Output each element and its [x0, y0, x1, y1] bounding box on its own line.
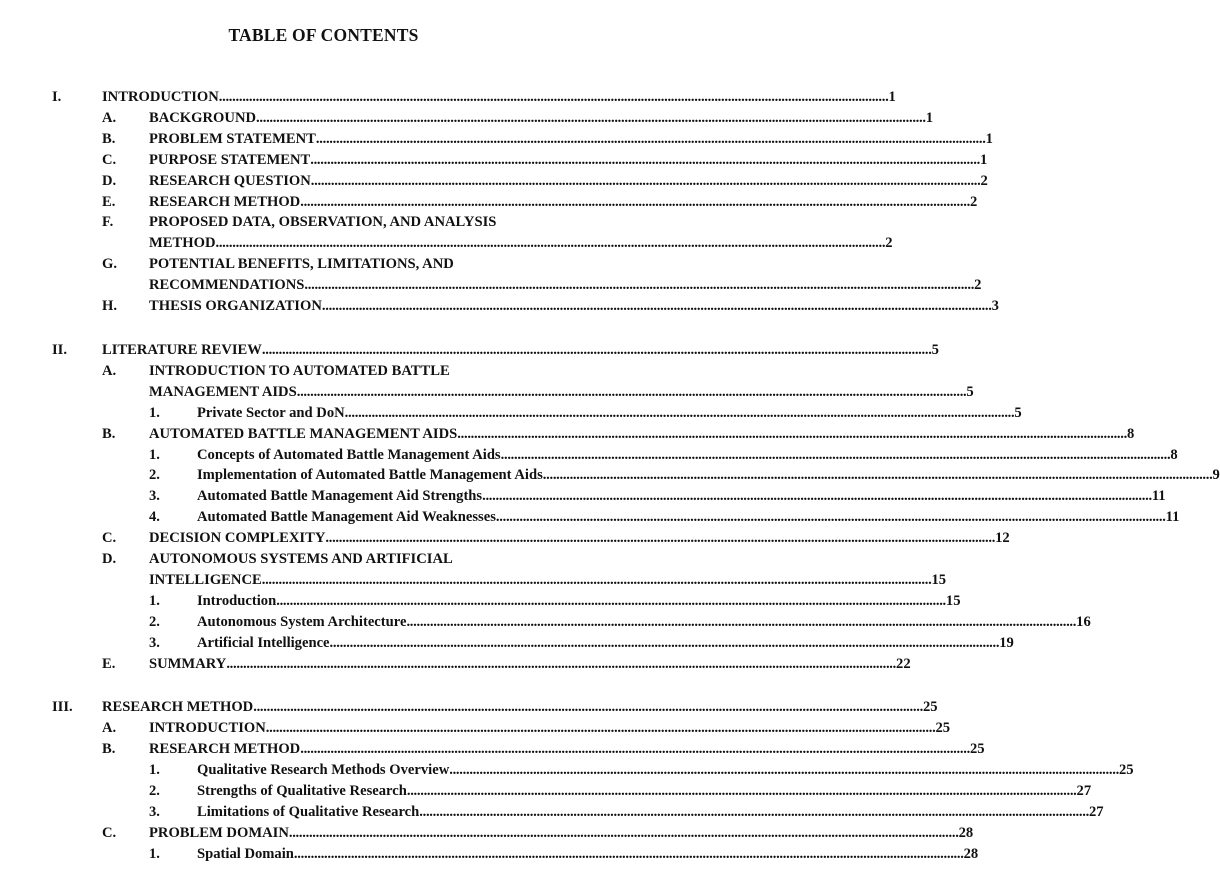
toc-entry-line: [102, 340, 939, 361]
toc-entry-number: 3.: [149, 488, 160, 505]
toc-entry-level-3[interactable]: [0, 781, 1092, 802]
toc-entry-body: [197, 445, 1178, 466]
toc-entry-body: [149, 296, 999, 317]
toc-entry-level-3[interactable]: [0, 612, 1091, 633]
toc-entry-body: [149, 739, 985, 760]
dot-leader: ........................................................................................................................................................................................................: [253, 699, 923, 716]
toc-entry-line: [149, 254, 628, 275]
toc-entry-level-1[interactable]: [0, 87, 896, 108]
toc-entry-title[interactable]: DECISION COMPLEXITY: [149, 530, 326, 547]
toc-entry-body: [197, 403, 1022, 424]
toc-entry-number: 4.: [149, 509, 160, 526]
toc-entry-line: [149, 192, 978, 213]
toc-entry-body: [149, 361, 974, 403]
toc-entry-title[interactable]: RESEARCH METHOD: [102, 699, 254, 716]
toc-entry-body: [149, 823, 974, 844]
toc-entry-level-2[interactable]: [0, 254, 982, 296]
toc-entry-line: [197, 844, 979, 865]
toc-entry-number: H.: [102, 298, 117, 315]
toc-entry-level-2[interactable]: [0, 424, 1135, 445]
toc-entry-line: [149, 382, 974, 403]
dot-leader: ........................................................................................................................................................................................................: [419, 804, 1089, 820]
toc-entry-level-3[interactable]: [0, 465, 1220, 486]
toc-page-number[interactable]: 28: [958, 824, 974, 841]
toc-entry-line: [149, 361, 628, 382]
toc-entry-level-3[interactable]: [0, 486, 1166, 507]
dot-leader: ........................................................................................................................................................................................................: [256, 109, 926, 126]
toc-entry-body: [197, 781, 1092, 802]
toc-entry-title[interactable]: RESEARCH METHOD: [149, 741, 301, 758]
toc-entry-line: [197, 633, 1014, 654]
dot-leader: ........................................................................................................................................................................................................: [495, 509, 1166, 526]
toc-entry-title[interactable]: RECOMMENDATIONS: [149, 277, 305, 294]
toc-entry-body: [197, 486, 1166, 507]
toc-entry-title[interactable]: Implementation of Automated Battle Management Aids: [197, 467, 543, 484]
dot-leader: ........................................................................................................................................................................................................: [276, 592, 946, 609]
toc-entry-line: [149, 275, 982, 296]
toc-entry-title[interactable]: PURPOSE STATEMENT: [149, 151, 311, 168]
toc-entry-number: 1.: [149, 762, 160, 779]
toc-entry-body: [197, 507, 1180, 528]
toc-entry-level-2[interactable]: [0, 192, 978, 213]
toc-entry-line: [197, 760, 1134, 781]
toc-entry-title[interactable]: Autonomous System Architecture: [197, 613, 407, 630]
toc-entry-number: G.: [102, 256, 117, 273]
toc-page-number[interactable]: 9: [1212, 467, 1220, 484]
toc-chapter: [0, 697, 1134, 864]
toc-entry-line: [197, 403, 1022, 424]
toc-entry-line: [149, 171, 988, 192]
toc-entry-title[interactable]: INTRODUCTION: [149, 720, 266, 737]
toc-entry-line: [149, 823, 974, 844]
toc-entry-number: A.: [102, 362, 117, 379]
toc-entry-level-2[interactable]: [0, 129, 993, 150]
toc-entry-line: [149, 718, 951, 739]
toc-entry-level-3[interactable]: [0, 802, 1104, 823]
toc-entry-title[interactable]: AUTOMATED BATTLE MANAGEMENT AIDS: [149, 425, 458, 442]
toc-entry-number: III.: [52, 699, 73, 716]
dot-leader: ........................................................................................................................................................................................................: [300, 193, 970, 210]
toc-entry-body: [197, 802, 1104, 823]
toc-page-number[interactable]: 8: [1126, 425, 1135, 442]
toc-page-number[interactable]: 28: [963, 845, 979, 862]
toc-entry-body: [197, 465, 1220, 486]
toc-entry-line: [149, 739, 985, 760]
toc-entry-level-2[interactable]: [0, 108, 934, 129]
toc-entry-level-3[interactable]: [0, 591, 961, 612]
toc-entry-body: [149, 254, 982, 296]
toc-entry-level-2[interactable]: [0, 296, 999, 317]
dot-leader: ........................................................................................................................................................................................................: [344, 404, 1015, 421]
toc-entry-body: [102, 697, 938, 718]
toc-entry-line: [149, 129, 993, 150]
toc-page-number[interactable]: 27: [1076, 783, 1092, 800]
toc-entry-title[interactable]: SUMMARY: [149, 655, 227, 672]
toc-entry-body: [197, 633, 1014, 654]
toc-page-number[interactable]: 27: [1088, 804, 1104, 820]
toc-page-number[interactable]: 5: [1014, 404, 1022, 421]
toc-entry-level-2[interactable]: [0, 739, 985, 760]
toc-entry-title[interactable]: INTRODUCTION TO AUTOMATED BATTLE: [149, 362, 450, 379]
toc-entry-title[interactable]: Automated Battle Management Aid Strengths: [197, 488, 483, 505]
toc-entry-body: [197, 591, 961, 612]
toc-entry-title[interactable]: Limitations of Qualitative Research: [197, 804, 420, 820]
toc-entry-number: D.: [102, 172, 117, 189]
toc-page-number[interactable]: 3: [991, 298, 999, 315]
table-of-contents: [0, 87, 1220, 888]
toc-entry-line: [149, 296, 999, 317]
toc-entry-body: [149, 549, 947, 591]
toc-entry-number: F.: [102, 214, 114, 231]
toc-entry-number: C.: [102, 151, 117, 168]
dot-leader: ........................................................................................................................................................................................................: [310, 172, 981, 189]
toc-entry-number: A.: [102, 720, 117, 737]
dot-leader: ........................................................................................................................................................................................................: [218, 89, 889, 105]
toc-entry-level-1[interactable]: [0, 340, 939, 361]
toc-page-number[interactable]: 16: [1076, 613, 1091, 630]
toc-page-number[interactable]: 2: [980, 172, 988, 189]
toc-entry-body: [149, 129, 993, 150]
toc-page-number[interactable]: 15: [945, 592, 961, 609]
toc-entry-number: 1.: [149, 592, 160, 609]
toc-entry-number: B.: [102, 425, 116, 442]
toc-entry-level-3[interactable]: [0, 633, 1014, 654]
toc-entry-number: E.: [102, 655, 116, 672]
dot-leader: ........................................................................................................................................................................................................: [321, 298, 992, 315]
toc-entry-level-2[interactable]: [0, 823, 974, 844]
toc-entry-number: 3.: [149, 634, 160, 651]
toc-entry-line: [197, 445, 1178, 466]
dot-leader: ........................................................................................................................................................................................................: [304, 277, 975, 294]
dot-leader: ........................................................................................................................................................................................................: [293, 845, 964, 862]
toc-page-number[interactable]: 15: [931, 571, 947, 588]
toc-chapter: [0, 87, 999, 317]
dot-leader: ........................................................................................................................................................................................................: [406, 783, 1077, 800]
toc-entry-number: 1.: [149, 404, 160, 421]
dot-leader: ........................................................................................................................................................................................................: [261, 571, 932, 588]
dot-leader: ........................................................................................................................................................................................................: [325, 530, 996, 547]
toc-entry-number: C.: [102, 530, 117, 547]
toc-entry-number: I.: [52, 89, 62, 105]
toc-entry-line: [197, 507, 1180, 528]
toc-page-number[interactable]: 5: [966, 383, 974, 400]
toc-entry-line: [197, 802, 1104, 823]
toc-entry-title[interactable]: RESEARCH QUESTION: [149, 172, 311, 189]
toc-entry-line: [149, 150, 988, 171]
toc-entry-title[interactable]: PROBLEM DOMAIN: [149, 824, 289, 841]
toc-page-number[interactable]: 1: [925, 109, 934, 126]
toc-entry-body: [149, 654, 911, 675]
toc-entry-line: [149, 424, 1135, 445]
toc-entry-level-1[interactable]: [0, 697, 938, 718]
toc-page-number[interactable]: 8: [1170, 446, 1178, 463]
toc-entry-line: [102, 87, 896, 108]
toc-entry-title[interactable]: PROPOSED DATA, OBSERVATION, AND ANALYSIS: [149, 214, 497, 231]
toc-entry-line: [102, 697, 938, 718]
toc-entry-line: [197, 465, 1220, 486]
toc-entry-title[interactable]: BACKGROUND: [149, 109, 257, 126]
toc-entry-title[interactable]: Qualitative Research Methods Overview: [197, 762, 450, 779]
dot-leader: ........................................................................................................................................................................................................: [406, 613, 1077, 630]
toc-chapter: [0, 340, 1220, 675]
toc-page-number[interactable]: 1: [979, 151, 988, 168]
toc-entry-line: [149, 654, 911, 675]
toc-page-number[interactable]: 12: [995, 530, 1010, 547]
toc-entry-title[interactable]: Automated Battle Management Aid Weaknesses: [197, 509, 496, 526]
dot-leader: ........................................................................................................................................................................................................: [226, 655, 897, 672]
dot-leader: ........................................................................................................................................................................................................: [500, 446, 1171, 463]
toc-entry-level-2[interactable]: [0, 361, 974, 403]
dot-leader: ........................................................................................................................................................................................................: [329, 634, 1000, 651]
toc-entry-number: B.: [102, 741, 116, 758]
toc-page-number[interactable]: 25: [969, 741, 985, 758]
toc-entry-body: [197, 844, 979, 865]
toc-entry-title[interactable]: Artificial Intelligence: [197, 634, 330, 651]
toc-entry-number: A.: [102, 109, 117, 126]
toc-entry-line: [149, 233, 893, 254]
toc-page-number[interactable]: 25: [922, 699, 938, 716]
toc-entry-line: [149, 212, 628, 233]
toc-page-number[interactable]: 25: [935, 720, 951, 737]
toc-entry-line: [197, 612, 1091, 633]
toc-entry-body: [102, 87, 896, 108]
toc-entry-title[interactable]: INTRODUCTION: [102, 89, 219, 105]
toc-entry-body: [149, 150, 988, 171]
toc-entry-body: [149, 212, 893, 254]
toc-entry-body: [149, 192, 978, 213]
toc-entry-level-3[interactable]: [0, 445, 1178, 466]
dot-leader: ........................................................................................................................................................................................................: [449, 762, 1119, 779]
toc-entry-title[interactable]: MANAGEMENT AIDS: [149, 383, 297, 400]
toc-entry-line: [149, 570, 947, 591]
toc-entry-number: 1.: [149, 446, 160, 463]
toc-entry-title[interactable]: METHOD: [149, 235, 216, 252]
toc-entry-level-3[interactable]: [0, 403, 1022, 424]
toc-entry-level-2[interactable]: [0, 549, 947, 591]
toc-entry-number: B.: [102, 130, 116, 147]
toc-entry-body: [149, 424, 1135, 445]
toc-entry-level-2[interactable]: [0, 171, 988, 192]
toc-entry-line: [197, 781, 1092, 802]
dot-leader: ........................................................................................................................................................................................................: [315, 130, 986, 147]
dot-leader: ........................................................................................................................................................................................................: [482, 488, 1152, 505]
toc-entry-level-2[interactable]: [0, 150, 988, 171]
dot-leader: ........................................................................................................................................................................................................: [310, 151, 980, 168]
toc-page-number[interactable]: 19: [999, 634, 1014, 651]
toc-entry-title[interactable]: PROBLEM STATEMENT: [149, 130, 316, 147]
dot-leader: ........................................................................................................................................................................................................: [288, 824, 959, 841]
dot-leader: ........................................................................................................................................................................................................: [457, 425, 1127, 442]
toc-entry-body: [149, 108, 934, 129]
toc-entry-line: [197, 486, 1166, 507]
toc-entry-level-2[interactable]: [0, 528, 1010, 549]
toc-entry-line: [197, 591, 961, 612]
toc-entry-level-2[interactable]: [0, 212, 893, 254]
toc-entry-level-3[interactable]: [0, 844, 979, 865]
toc-entry-line: [149, 528, 1010, 549]
toc-page-number[interactable]: 2: [974, 277, 982, 294]
toc-entry-number: 2.: [149, 467, 160, 484]
toc-entry-title[interactable]: LITERATURE REVIEW: [102, 341, 262, 358]
toc-entry-number: II.: [52, 341, 68, 358]
toc-entry-body: [149, 171, 988, 192]
toc-entry-title[interactable]: POTENTIAL BENEFITS, LIMITATIONS, AND: [149, 256, 454, 273]
toc-entry-title[interactable]: AUTONOMOUS SYSTEMS AND ARTIFICIAL: [149, 551, 453, 568]
toc-entry-title[interactable]: Introduction: [197, 592, 277, 609]
toc-entry-number: 3.: [149, 804, 160, 820]
toc-page-number[interactable]: 22: [896, 655, 911, 672]
toc-entry-number: 2.: [149, 783, 160, 800]
dot-leader: ........................................................................................................................................................................................................: [296, 383, 967, 400]
toc-entry-level-2[interactable]: [0, 718, 951, 739]
dot-leader: ........................................................................................................................................................................................................: [542, 467, 1213, 484]
toc-page-number[interactable]: 11: [1151, 488, 1166, 505]
toc-entry-level-3[interactable]: [0, 507, 1180, 528]
toc-page-number[interactable]: 5: [931, 341, 939, 358]
toc-entry-number: C.: [102, 824, 117, 841]
toc-entry-title[interactable]: RESEARCH METHOD: [149, 193, 301, 210]
toc-entry-level-3[interactable]: [0, 760, 1134, 781]
toc-page-number[interactable]: 1: [888, 89, 896, 105]
toc-entry-line: [149, 549, 628, 570]
toc-page-number[interactable]: 11: [1165, 509, 1180, 526]
toc-entry-title[interactable]: Private Sector and DoN: [197, 404, 345, 421]
dot-leader: ........................................................................................................................................................................................................: [261, 341, 932, 358]
toc-entry-number: D.: [102, 551, 117, 568]
toc-page-number[interactable]: 2: [969, 193, 978, 210]
page-title: TABLE OF CONTENTS: [228, 25, 419, 45]
toc-entry-title[interactable]: Spatial Domain: [197, 845, 294, 862]
toc-entry-body: [102, 340, 939, 361]
toc-page-number[interactable]: 1: [985, 130, 993, 147]
toc-entry-line: [149, 108, 934, 129]
toc-page-number[interactable]: 2: [885, 235, 893, 252]
dot-leader: ........................................................................................................................................................................................................: [215, 235, 886, 252]
toc-entry-number: E.: [102, 193, 116, 210]
dot-leader: ........................................................................................................................................................................................................: [265, 720, 936, 737]
toc-entry-number: 1.: [149, 845, 160, 862]
toc-page-number[interactable]: 25: [1118, 762, 1134, 779]
toc-entry-body: [197, 760, 1134, 781]
toc-entry-title[interactable]: INTELLIGENCE: [149, 571, 262, 588]
toc-entry-body: [197, 612, 1091, 633]
toc-entry-title[interactable]: Strengths of Qualitative Research: [197, 783, 407, 800]
toc-entry-title[interactable]: THESIS ORGANIZATION: [149, 298, 322, 315]
toc-entry-level-2[interactable]: [0, 654, 911, 675]
dot-leader: ........................................................................................................................................................................................................: [300, 741, 970, 758]
toc-entry-number: 2.: [149, 613, 160, 630]
toc-entry-title[interactable]: Concepts of Automated Battle Management Aids: [197, 446, 501, 463]
toc-entry-body: [149, 718, 951, 739]
toc-entry-body: [149, 528, 1010, 549]
